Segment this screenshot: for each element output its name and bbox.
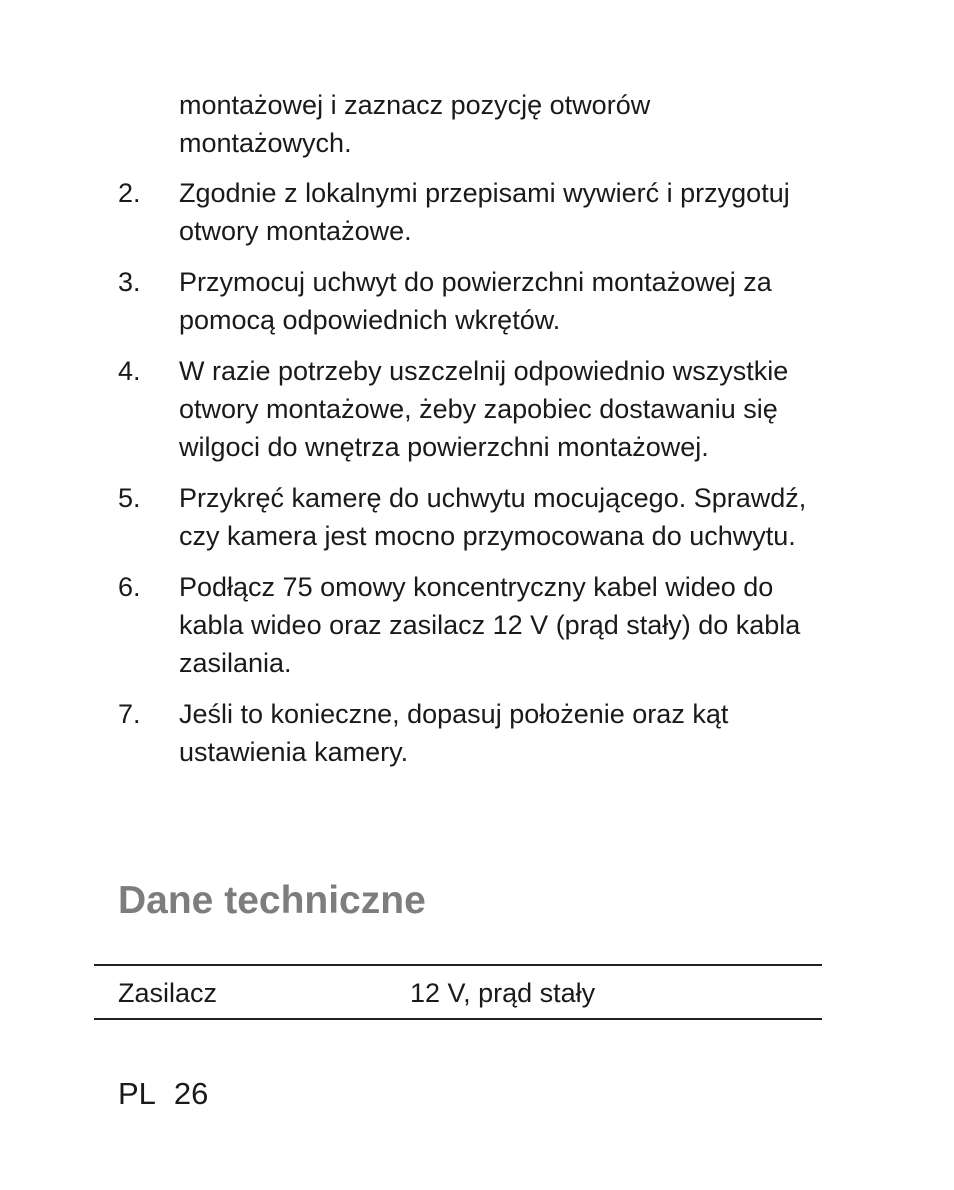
language-code: PL	[118, 1076, 156, 1111]
step-text: Jeśli to konieczne, dopasuj położenie oraz kąt ustawienia kamery.	[179, 699, 729, 767]
list-item	[118, 568, 818, 682]
step-text: W razie potrzeby uszczelnij odpowiednio wszystkie otwory montażowe, żeby zapobiec dostawaniu się wilgoci do wnętrza powierzchni montażowej.	[179, 356, 789, 462]
list-item	[118, 352, 818, 466]
spec-table	[94, 964, 822, 1020]
step-number: 7.	[118, 699, 141, 729]
step-number: 6.	[118, 572, 141, 602]
installation-steps	[118, 174, 818, 784]
step-number: 2.	[118, 178, 141, 208]
section-title: Dane techniczne	[118, 879, 426, 922]
step-text: Przymocuj uchwyt do powierzchni montażowej za pomocą odpowiednich wkrętów.	[179, 267, 772, 335]
step-number: 4.	[118, 356, 141, 386]
step-number: 3.	[118, 267, 141, 297]
step-number: 5.	[118, 483, 141, 513]
step-text: Podłącz 75 omowy koncentryczny kabel wideo do kabla wideo oraz zasilacz 12 V (prąd stały) do kabla zasilania.	[179, 572, 801, 678]
list-item	[118, 263, 818, 339]
spec-label: Zasilacz	[118, 978, 218, 1008]
continuation-paragraph: montażowej i zaznacz pozycję otworów montażowych.	[179, 90, 651, 158]
list-item	[118, 695, 818, 771]
spec-value: 12 V, prąd stały	[410, 978, 596, 1008]
step-text: Przykręć kamerę do uchwytu mocującego. Sprawdź, czy kamera jest mocno przymocowana do uchwytu.	[179, 483, 807, 551]
list-item	[118, 479, 818, 555]
page-footer	[118, 1074, 208, 1114]
table-row	[94, 965, 822, 1019]
step-text: Zgodnie z lokalnymi przepisami wywierć i przygotuj otwory montażowe.	[179, 178, 790, 246]
list-item	[118, 174, 818, 250]
page-number: 26	[173, 1076, 209, 1111]
